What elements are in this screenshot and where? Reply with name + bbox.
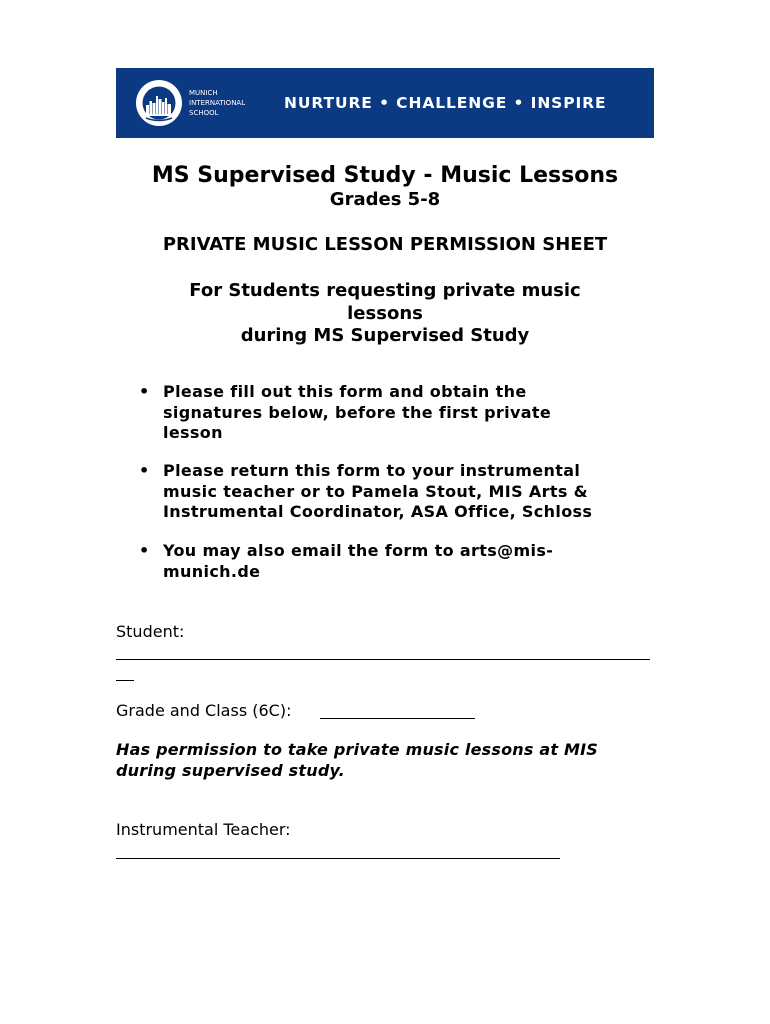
school-seal-logo — [134, 78, 184, 128]
student-label: Student: — [116, 622, 185, 641]
instruction-line: lesson — [163, 423, 223, 442]
grades-subtitle: Grades 5-8 — [329, 189, 441, 210]
grade-class-input-line[interactable] — [320, 718, 475, 719]
instruction-line: music teacher or to Pamela Stout, MIS Arts & — [163, 481, 588, 501]
teacher-signature-line[interactable] — [116, 858, 560, 859]
instruction-item — [120, 382, 660, 461]
intro-heading — [0, 280, 770, 348]
instruction-line: signatures below, before the first private — [163, 402, 552, 422]
sheet-title: PRIVATE MUSIC LESSON PERMISSION SHEET — [162, 234, 608, 255]
instruction-item — [120, 541, 660, 582]
school-name-line: INTERNATIONAL — [189, 99, 246, 107]
instruction-text — [163, 541, 660, 582]
intro-line: during MS Supervised Study — [240, 325, 530, 346]
school-tagline: NURTURE • CHALLENGE • INSPIRE — [284, 94, 607, 112]
school-name-line: MUNICH — [189, 89, 218, 97]
intro-line: For Students requesting private music — [189, 280, 581, 301]
instruction-text — [163, 382, 660, 444]
student-signature-line-continued[interactable] — [116, 680, 134, 681]
school-name — [189, 88, 259, 118]
instruction-line: Instrumental Coordinator, ASA Office, Schloss — [163, 502, 593, 521]
instruction-line: munich.de — [163, 561, 261, 581]
school-header-banner — [116, 68, 654, 138]
instruction-line: You may also email the form to arts@mis- — [163, 541, 554, 560]
permission-line: during supervised study. — [116, 760, 345, 780]
intro-line: lessons — [347, 302, 423, 324]
instruction-text — [163, 461, 660, 523]
grade-class-label: Grade and Class (6C): — [116, 701, 292, 720]
bullet-icon: • — [139, 382, 150, 401]
instrumental-teacher-label: Instrumental Teacher: — [116, 820, 291, 839]
instruction-item — [120, 461, 660, 541]
document-title: MS Supervised Study - Music Lessons — [151, 163, 619, 188]
instruction-line: Please return this form to your instrumental — [163, 461, 581, 480]
bullet-icon: • — [139, 541, 150, 560]
instruction-line: Please fill out this form and obtain the — [163, 382, 527, 401]
student-signature-line[interactable] — [116, 659, 650, 660]
bullet-icon: • — [139, 461, 150, 480]
instructions-list — [120, 382, 660, 582]
permission-statement — [116, 740, 676, 781]
school-name-line: SCHOOL — [189, 109, 219, 117]
permission-line: Has permission to take private music lessons at MIS — [116, 740, 598, 759]
